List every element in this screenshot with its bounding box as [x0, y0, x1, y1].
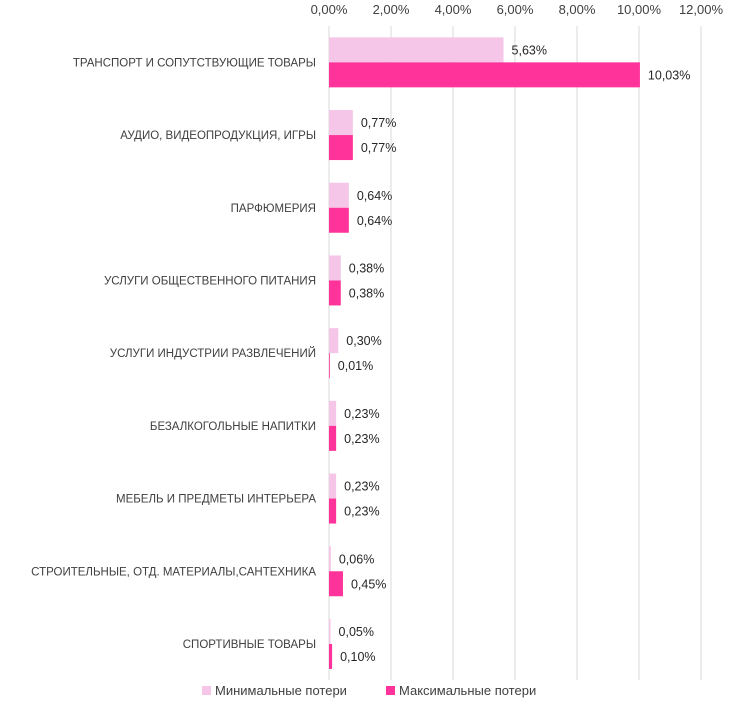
bar-min-loss: [329, 474, 336, 499]
bar-min-loss: [329, 328, 338, 353]
category-label: СПОРТИВНЫЕ ТОВАРЫ: [182, 638, 316, 651]
data-label-min-loss: 0,64%: [356, 188, 393, 203]
bar-max-loss: [329, 353, 330, 378]
bar-max-loss: [329, 426, 336, 451]
bar-max-loss: [329, 135, 353, 160]
category-label: МЕБЕЛЬ И ПРЕДМЕТЫ ИНТЕРЬЕРА: [116, 493, 316, 506]
bar-min-loss: [329, 546, 331, 571]
legend-label-max-loss: Максимальные потери: [399, 683, 537, 698]
category-label: УСЛУГИ ОБЩЕСТВЕННОГО ПИТАНИЯ: [104, 275, 316, 288]
data-label-max-loss: 10,03%: [647, 68, 691, 83]
data-label-min-loss: 0,23%: [344, 479, 380, 494]
data-label-min-loss: 5,63%: [511, 43, 547, 58]
category-label: ТРАНСПОРТ И СОПУТСТВУЮЩИЕ ТОВАРЫ: [72, 57, 316, 70]
x-tick-label: 12,00%: [678, 2, 724, 17]
bar-min-loss: [329, 37, 504, 62]
bar-max-loss: [329, 280, 341, 305]
bar-max-loss: [329, 62, 640, 87]
data-label-min-loss: 0,77%: [360, 116, 397, 131]
data-label-min-loss: 0,30%: [346, 334, 382, 349]
data-label-max-loss: 0,10%: [340, 649, 376, 664]
category-label: ПАРФЮМЕРИЯ: [230, 202, 316, 215]
legend-swatch-min-loss: [202, 686, 211, 695]
legend-swatch-max-loss: [386, 686, 395, 695]
bar-max-loss: [329, 208, 349, 233]
data-label-min-loss: 0,38%: [348, 261, 385, 276]
bar-min-loss: [329, 110, 353, 135]
data-label-min-loss: 0,23%: [344, 406, 380, 421]
bar-max-loss: [329, 644, 332, 669]
category-label: УСЛУГИ ИНДУСТРИИ РАЗВЛЕЧЕНИЙ: [109, 348, 316, 361]
data-label-min-loss: 0,06%: [338, 552, 375, 567]
x-tick-label: 8,00%: [558, 2, 596, 17]
bar-min-loss: [329, 619, 331, 644]
x-tick-label: 2,00%: [372, 2, 410, 17]
bar-min-loss: [329, 183, 349, 208]
data-label-max-loss: 0,64%: [356, 213, 393, 228]
bar-min-loss: [329, 401, 336, 426]
data-label-max-loss: 0,77%: [360, 141, 397, 156]
data-label-min-loss: 0,05%: [338, 624, 375, 639]
bar-max-loss: [329, 499, 336, 524]
x-tick-label: 0,00%: [310, 2, 348, 17]
x-axis-ticks: [311, 2, 724, 17]
x-tick-label: 10,00%: [616, 2, 662, 17]
data-label-max-loss: 0,45%: [350, 577, 387, 592]
legend: [202, 683, 536, 698]
category-label: БЕЗАЛКОГОЛЬНЫЕ НАПИТКИ: [149, 420, 316, 433]
category-label: СТРОИТЕЛЬНЫЕ, ОТД. МАТЕРИАЛЫ,САНТЕХНИКА: [31, 566, 316, 579]
x-tick-label: 4,00%: [434, 2, 472, 17]
bar-max-loss: [329, 571, 343, 596]
bar-min-loss: [329, 255, 341, 280]
category-label: АУДИО, ВИДЕОПРОДУКЦИЯ, ИГРЫ: [120, 130, 316, 143]
data-label-max-loss: 0,23%: [344, 431, 380, 446]
data-label-max-loss: 0,38%: [348, 286, 385, 301]
data-label-max-loss: 0,01%: [337, 359, 374, 374]
data-label-max-loss: 0,23%: [344, 504, 380, 519]
x-tick-label: 6,00%: [496, 2, 534, 17]
category-labels: [31, 57, 316, 651]
legend-label-min-loss: Минимальные потери: [215, 683, 347, 698]
bars: [329, 37, 640, 669]
